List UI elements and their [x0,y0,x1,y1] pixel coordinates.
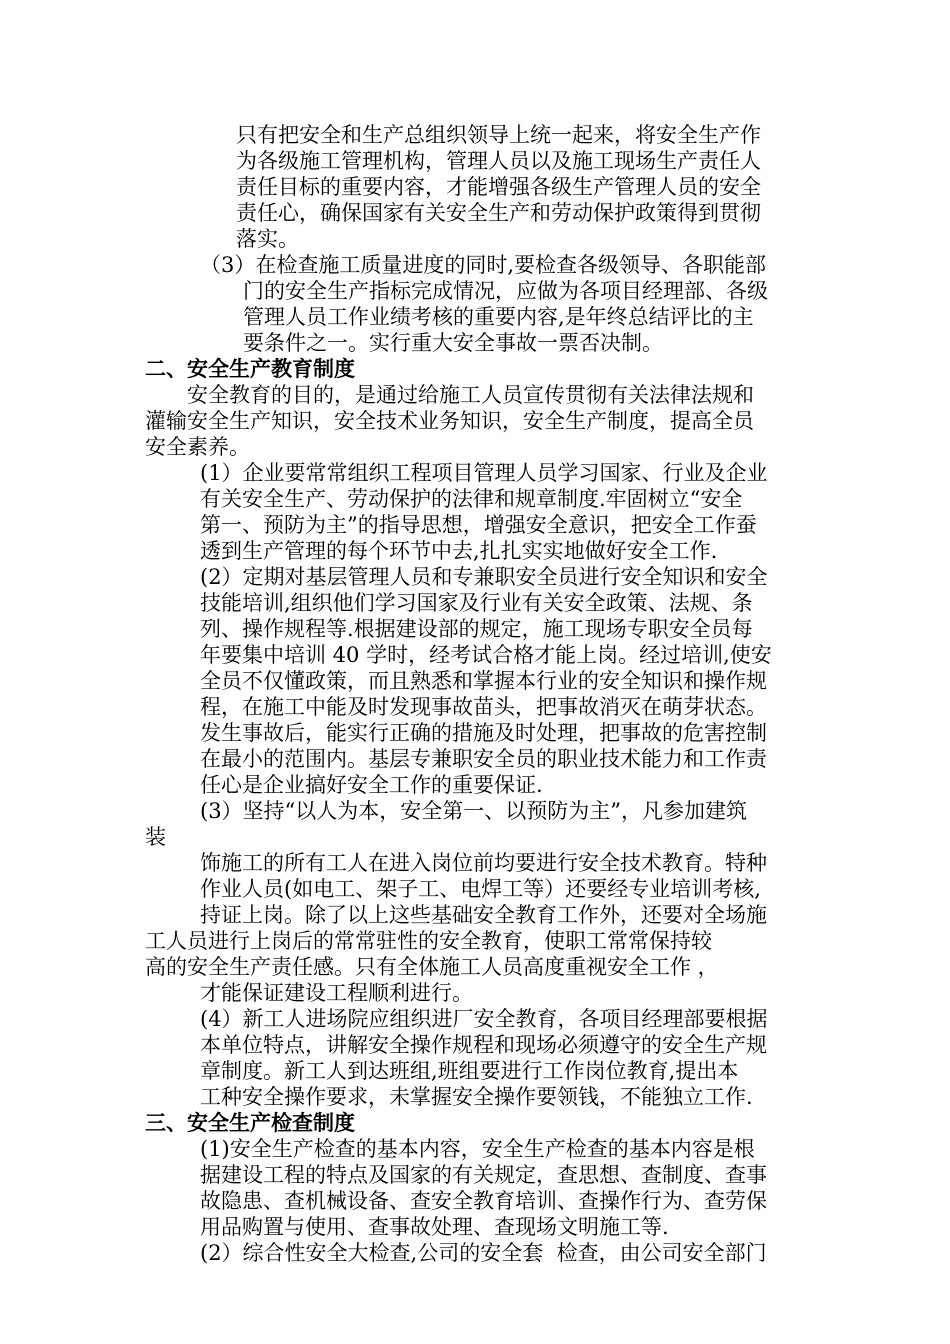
text-line: 责任心，确保国家有关安全生产和劳动保护政策得到贯彻 [236,201,761,225]
text-line: 持证上岗。除了以上这些基础安全教育工作外，还要对全场施 [200,903,767,927]
text-line: 任心是企业搞好安全工作的重要保证. [200,773,543,797]
text-line: 列、操作规程等.根据建设部的规定，施工现场专职安全员每 [200,617,753,641]
text-line: 全员不仅懂政策，而且熟悉和掌握本行业的安全知识和操作规 [200,669,767,693]
text-line: 高的安全生产责任感。只有全体施工人员高度重视安全工作 ， [145,955,719,979]
text-line: 故隐患、查机械设备、查安全教育培训、查操作行为、查劳保 [200,1189,767,1213]
section-heading: 三、安全生产检查制度 [145,1110,355,1135]
text-line: (4）新工人进场院应组织进厂安全教育，各项目经理部要根据 [200,1007,768,1031]
text-line: 要条件之一。实行重大安全事故一票否决制。 [243,331,663,355]
text-line: 安全素养。 [145,435,250,459]
text-line: 门的安全生产指标完成情况，应做为各项目经理部、各级 [243,279,768,303]
text-line: 透到生产管理的每个环节中去,扎扎实实地做好安全工作. [200,539,718,563]
text-line: 用品购置与使用、查事故处理、查现场文明施工等. [200,1215,669,1239]
text-line: （3）在检查施工质量进度的同时,要检查各级领导、各职能部 [200,253,767,277]
text-line: 灌输安全生产知识，安全技术业务知识，安全生产制度，提高全员 [145,409,754,433]
text-line: 安全教育的目的，是通过给施工人员宣传贯彻有关法律法规和 [187,383,754,407]
text-line: 第一、预防为主”的指导思想，增强安全意识，把安全工作蚕 [200,513,757,537]
text-line: 作业人员(如电工、架子工、电焊工等）还要经专业培训考核, [200,877,761,901]
text-line: 有关安全生产、劳动保护的法律和规章制度.牢固树立“安全 [200,487,743,511]
text-line: 技能培训,组织他们学习国家及行业有关安全政策、法规、条 [200,591,753,615]
text-line: 管理人员工作业绩考核的重要内容,是年终总结评比的主 [243,305,754,329]
text-line: (1)安全生产检查的基本内容，安全生产检查的基本内容是根 [200,1137,755,1161]
text-line: 工人员进行上岗后的常常驻性的安全教育，使职工常常保持较 [145,929,712,953]
text-line: 工种安全操作要求，未掌握安全操作要领钱，不能独立工作. [200,1085,753,1109]
text-line: (2）综合性安全大检查,公司的安全套 检查，由公司安全部门 [200,1241,767,1265]
text-line: (2）定期对基层管理人员和专兼职安全员进行安全知识和安全 [200,565,768,589]
text-line: 饰施工的所有工人在进入岗位前均要进行安全技术教育。特种 [200,851,767,875]
text-line: 程，在施工中能及时发现事故苗头，把事故消灭在萌芽状态。 [200,695,767,719]
text-line: 在最小的范围内。基层专兼职安全员的职业技术能力和工作责 [200,747,767,771]
text-line: 为各级施工管理机构，管理人员以及施工现场生产责任人 [236,149,761,173]
text-line: 发生事故后，能实行正确的措施及时处理，把事故的危害控制 [200,721,767,745]
text-line: (3）坚持“以人为本，安全第一、以预防为主”，凡参加建筑 [200,799,748,823]
text-line: 章制度。新工人到达班组,班组要进行工作岗位教育,提出本 [200,1059,739,1083]
text-line: 责任目标的重要内容，才能增强各级生产管理人员的安全 [236,175,761,199]
text-line: 本单位特点，讲解安全操作规程和现场必须遵守的安全生产规 [200,1033,767,1057]
text-line: 才能保证建设工程顺利进行。 [200,981,473,1005]
text-line: 装 [145,825,166,849]
text-line: 只有把安全和生产总组织领导上统一起来，将安全生产作 [236,123,761,147]
text-line: (1）企业要常常组织工程项目管理人员学习国家、行业及企业 [200,461,768,485]
text-line: 落实。 [236,227,299,251]
section-heading: 二、安全生产教育制度 [145,356,355,381]
text-line: 年要集中培训 40 学时，经考试合格才能上岗。经过培训,使安 [200,643,772,667]
text-line: 据建设工程的特点及国家的有关规定，查思想、查制度、查事 [200,1163,767,1187]
